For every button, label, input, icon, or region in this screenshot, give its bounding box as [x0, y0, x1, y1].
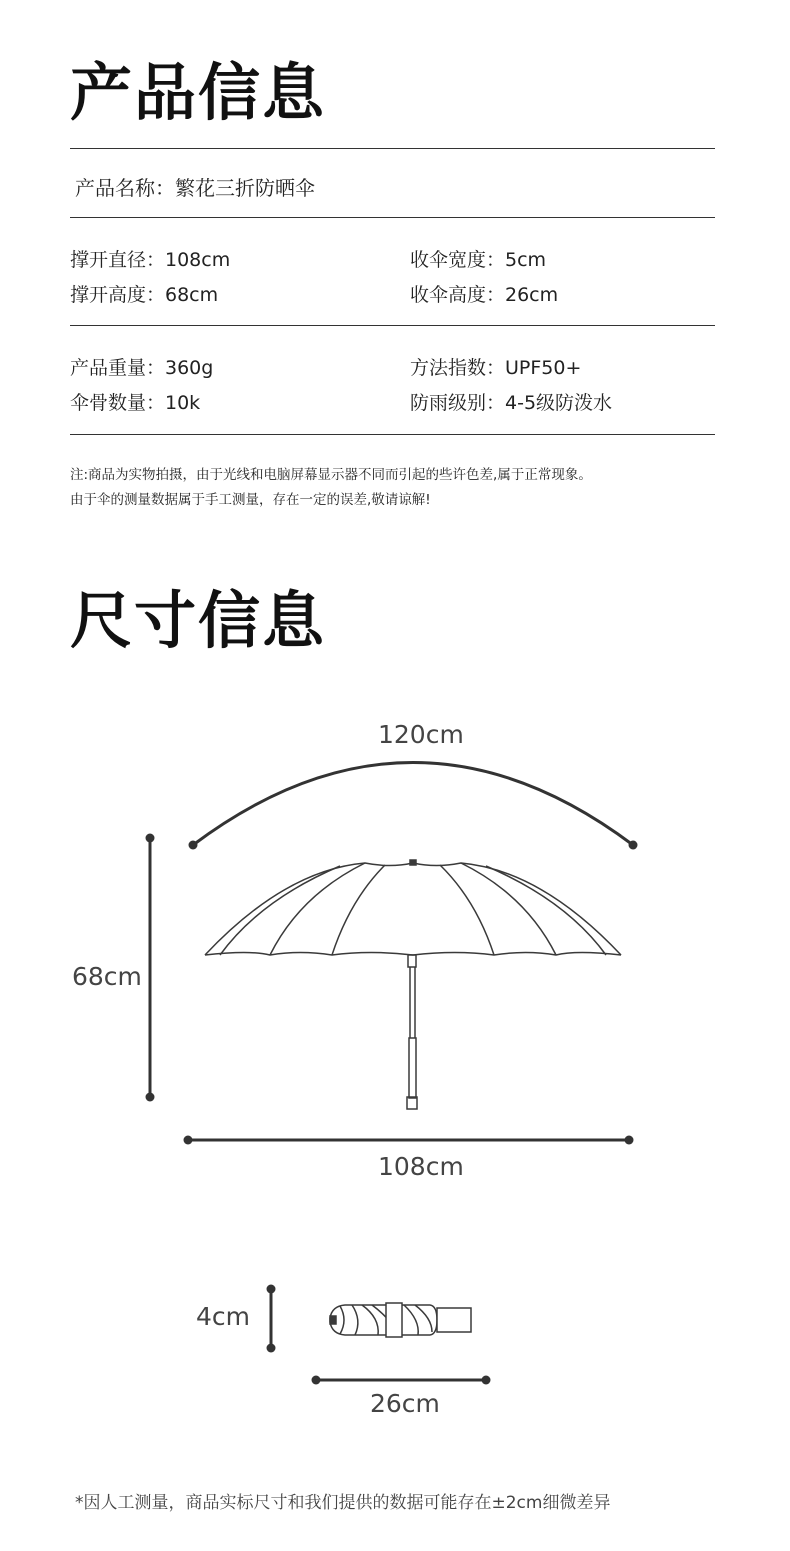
product-name-row: 产品名称：繁花三折防晒伞: [75, 176, 315, 200]
folded-height-end-top: [267, 1285, 276, 1294]
size-info-title: 尺寸信息: [70, 584, 327, 657]
product-info-title: 产品信息: [70, 56, 327, 129]
open-height-label: 68cm: [72, 962, 142, 991]
spec-rain-level: 防雨级别：4-5级防泼水: [410, 392, 613, 414]
folded-height-end-bottom: [267, 1344, 276, 1353]
height-dimension-end-bottom: [146, 1093, 155, 1102]
arc-dimension-line: [193, 763, 633, 846]
spec-folded-width: 收伞宽度：5cm: [410, 249, 547, 271]
folded-height-label: 4cm: [196, 1302, 251, 1331]
height-dimension-end-top: [146, 834, 155, 843]
width-dimension-end-left: [184, 1136, 193, 1145]
spec-ribs: 伞骨数量：10k: [70, 392, 201, 414]
note-line-1: 注:商品为实物拍摄，由于光线和电脑屏幕显示器不同而引起的些许色差,属于正常现象。: [70, 467, 592, 483]
open-umbrella-icon: [205, 860, 621, 1109]
open-width-label: 108cm: [378, 1152, 464, 1181]
width-dimension-end-right: [625, 1136, 634, 1145]
spec-weight: 产品重量：360g: [70, 357, 214, 379]
arc-dimension-end-left: [189, 841, 198, 850]
folded-umbrella-icon: [330, 1303, 471, 1337]
spec-open-diameter: 撑开直径：108cm: [70, 249, 231, 271]
spec-upf: 方法指数：UPF50+: [410, 357, 582, 379]
folded-length-end-right: [482, 1376, 491, 1385]
arc-dimension-end-right: [629, 841, 638, 850]
footer-note: *因人工测量，商品实标尺寸和我们提供的数据可能存在±2cm细微差异: [75, 1493, 611, 1513]
note-line-2: 由于伞的测量数据属于手工测量，存在一定的误差,敬请谅解!: [70, 492, 431, 508]
folded-length-end-left: [312, 1376, 321, 1385]
folded-length-label: 26cm: [370, 1389, 440, 1418]
spec-open-height: 撑开高度：68cm: [70, 284, 219, 306]
spec-folded-height: 收伞高度：26cm: [410, 284, 559, 306]
arc-length-label: 120cm: [378, 720, 464, 749]
